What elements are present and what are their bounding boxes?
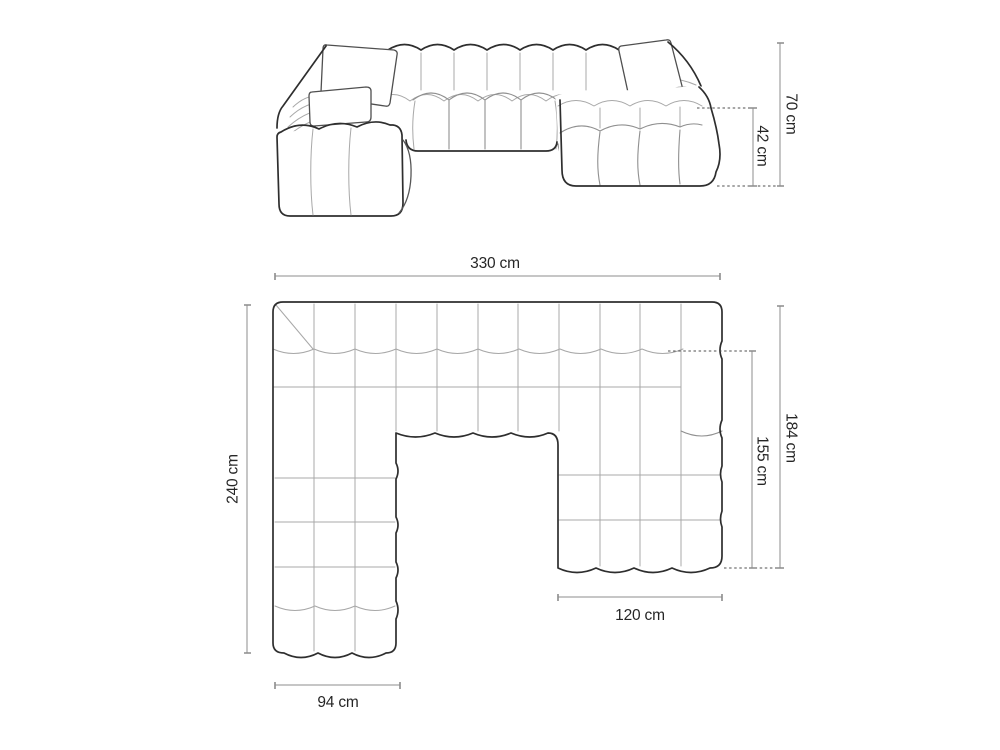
plan-grid-lines	[273, 304, 720, 651]
top-view-dimensions	[225, 255, 800, 711]
right-chaise	[555, 86, 722, 187]
center-seat-cushions	[406, 93, 571, 170]
chaise-inner-depth-label: 155 cm	[753, 436, 771, 486]
total-depth-label: 240 cm	[224, 454, 242, 504]
front-view	[277, 40, 800, 216]
total-height-label: 70 cm	[782, 93, 800, 135]
left-chaise	[277, 122, 411, 216]
left-seat-pillow	[309, 87, 371, 126]
center-seat-front-edge	[406, 140, 557, 151]
plan-outline	[273, 302, 722, 658]
backrest-channel-lines	[373, 52, 629, 92]
chaise-width-label: 120 cm	[615, 607, 665, 624]
seat-height-label: 42 cm	[753, 125, 771, 167]
total-width-label: 330 cm	[470, 255, 520, 272]
left-section-width-label: 94 cm	[317, 694, 359, 711]
right-section-depth-label: 184 cm	[782, 413, 800, 463]
backrest-top-scallops	[388, 45, 619, 51]
top-view	[225, 255, 800, 711]
corner-module-arc	[681, 431, 722, 436]
